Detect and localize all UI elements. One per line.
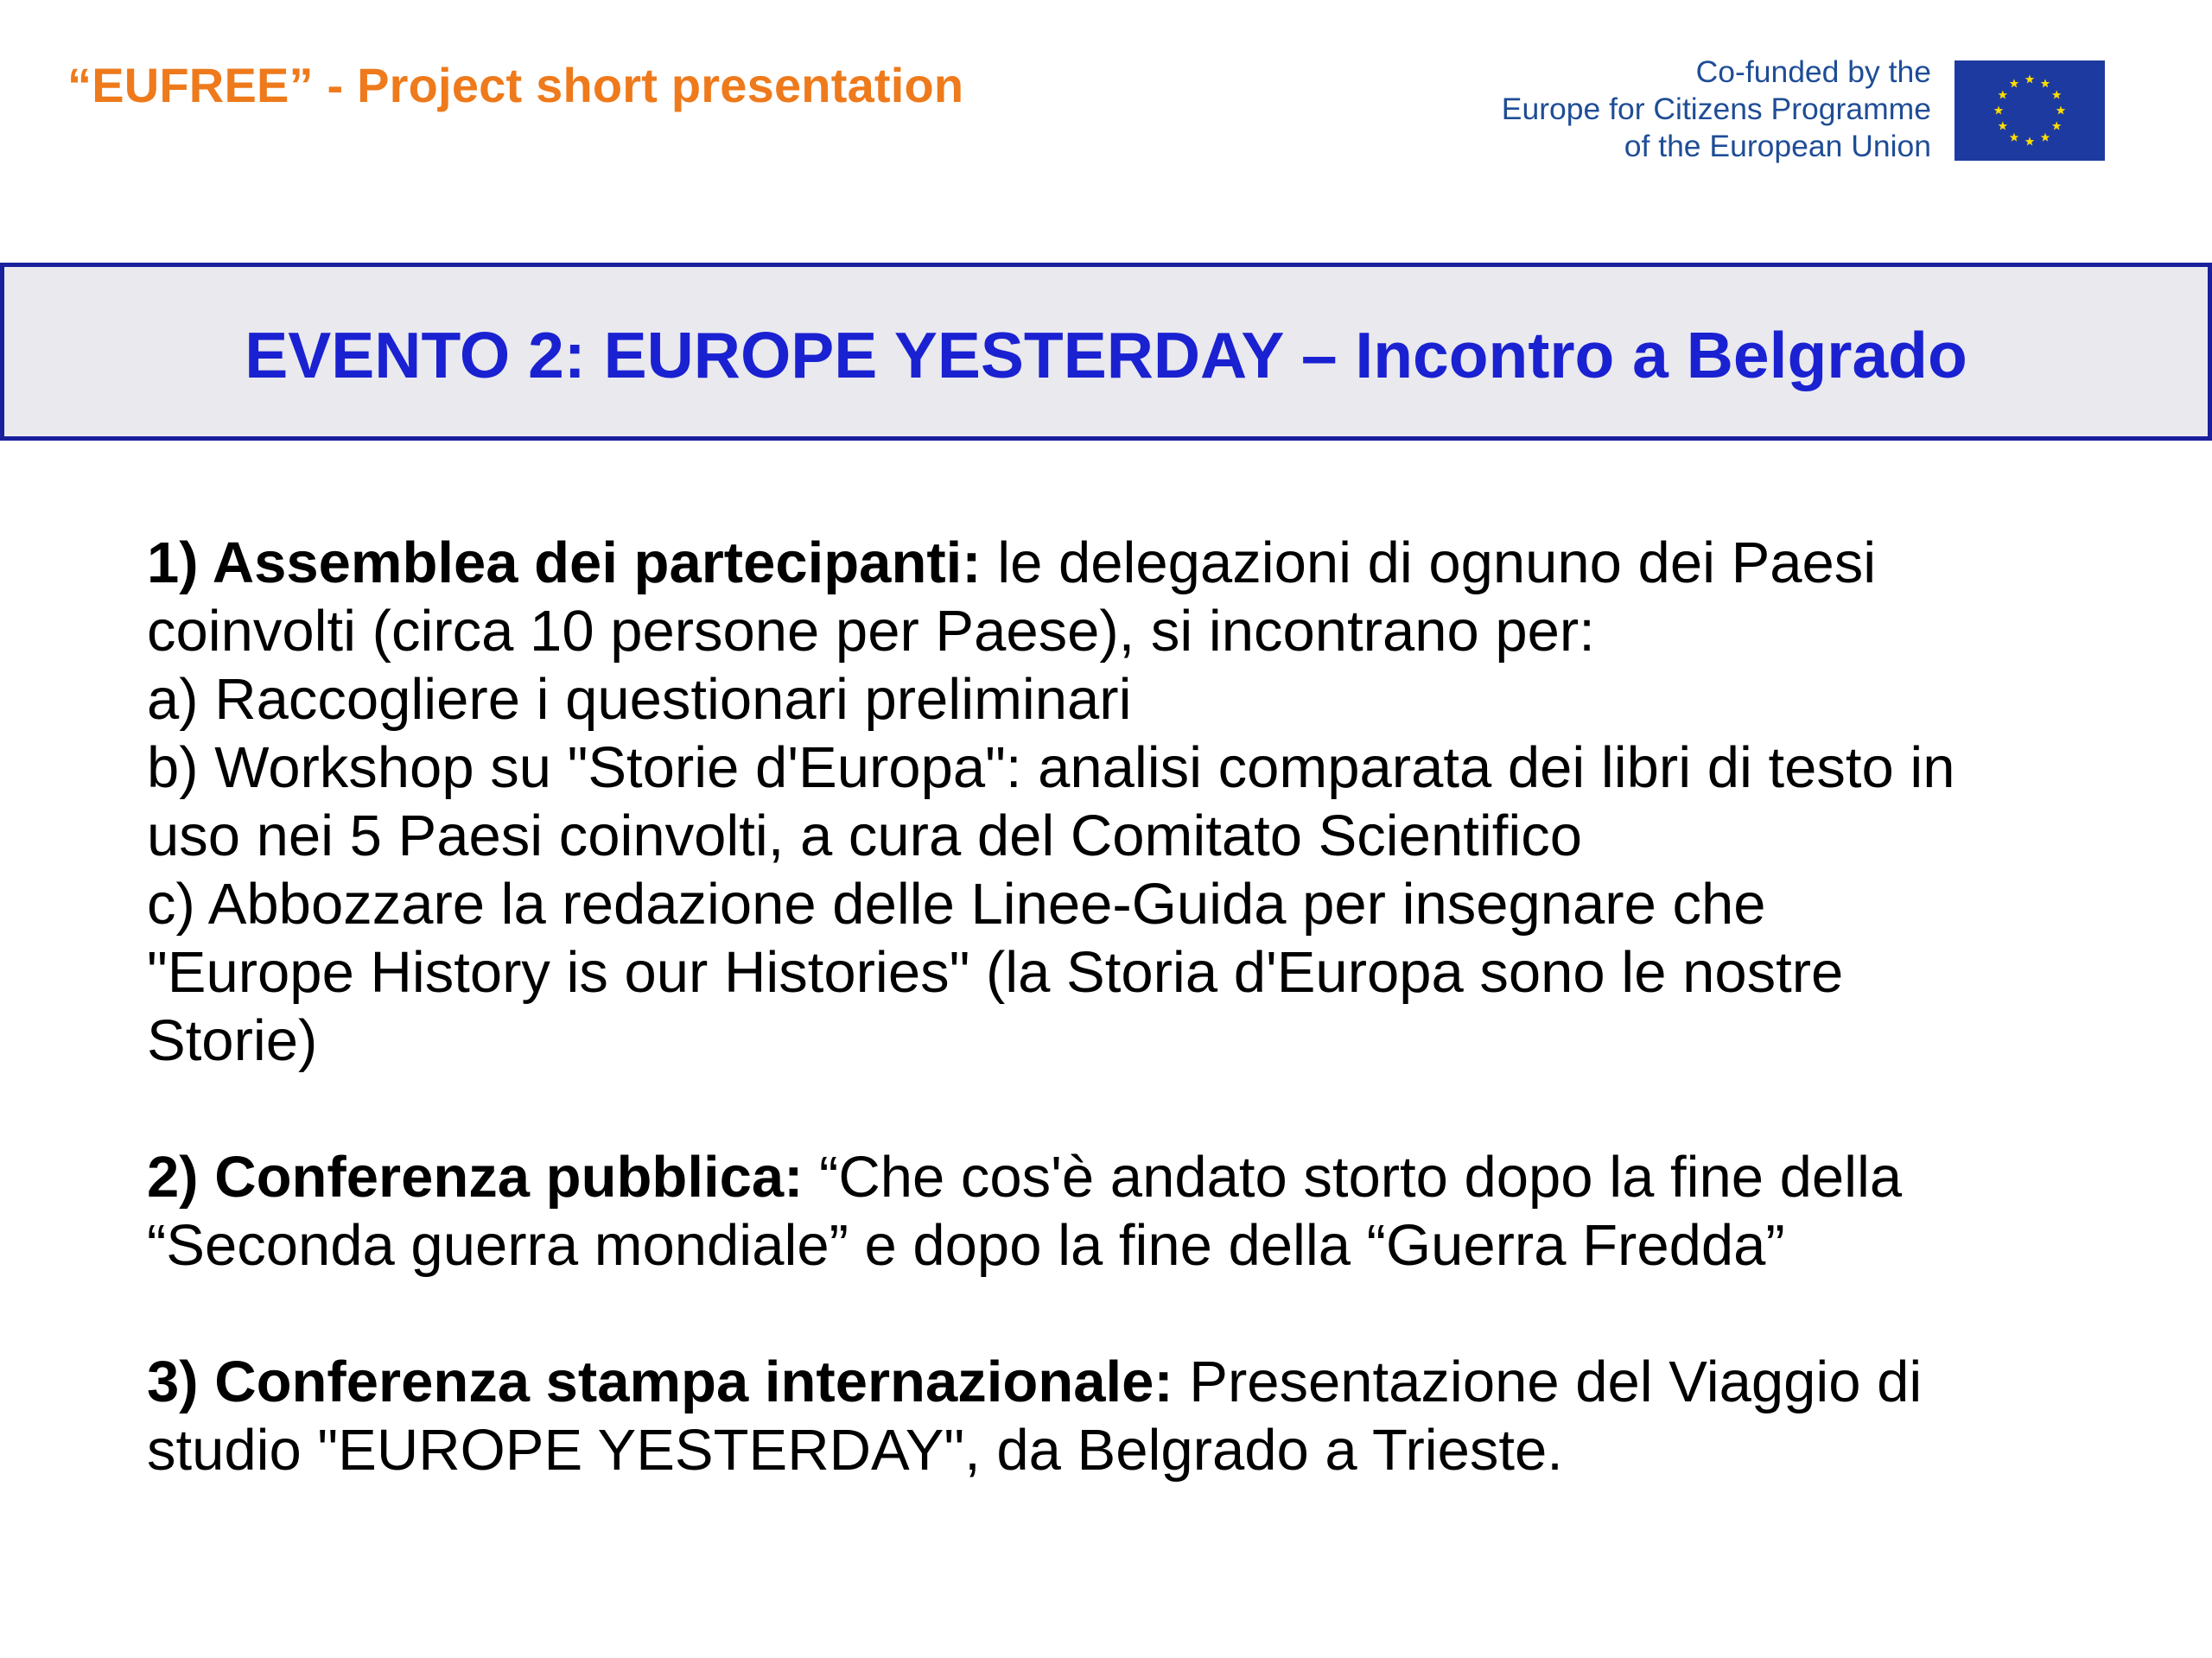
eu-star-icon (2041, 79, 2050, 87)
item-assembly-point-c-2: "Europe History is our Histories" (la Storia d'Europa sono le nostre (147, 940, 1844, 1005)
item-press-conference-text-2: studio "EUROPE YESTERDAY", da Belgrado a Trieste. (147, 1418, 1563, 1483)
eu-star-icon (2056, 105, 2066, 114)
eu-star-icon (2041, 133, 2050, 142)
item-assembly-point-a: a) Raccogliere i questionari preliminari (147, 667, 1132, 732)
cofunded-line-2: Europe for Citizens Programme (1501, 92, 1931, 126)
eu-star-icon (1999, 121, 2008, 130)
eu-star-icon (2025, 137, 2035, 145)
eu-star-icon (2025, 74, 2035, 83)
cofunded-statement (1502, 54, 1931, 165)
event-title-band (0, 263, 2212, 441)
item-assembly-text-2: coinvolti (circa 10 persone per Paese), si incontrano per: (147, 599, 1595, 664)
item-assembly-lead: 1) Assemblea dei partecipanti: (147, 530, 982, 595)
item-assembly-point-c-3: Storie) (147, 1008, 318, 1073)
item-assembly-point-b-2: uso nei 5 Paesi coinvolti, a cura del Comitato Scientifico (147, 804, 1582, 868)
item-assembly-text-1: le delegazioni di ognuno dei Paesi (981, 530, 1877, 595)
item-public-conference-text-1: “Che cos'è andato storto dopo la fine della (803, 1145, 1903, 1210)
item-public-conference-text-2: “Seconda guerra mondiale” e dopo la fine della “Guerra Fredda” (147, 1213, 1785, 1278)
eu-star-icon (2052, 90, 2062, 98)
eu-star-icon (1999, 90, 2008, 98)
presentation-header-title: “EUFREE” - Project short presentation (67, 58, 964, 112)
cofunded-line-1: Co-funded by the (1695, 54, 1931, 89)
event-title: EVENTO 2: EUROPE YESTERDAY – Incontro a Belgrado (245, 319, 1967, 391)
cofunded-line-3: of the European Union (1624, 129, 1931, 163)
eu-star-icon (1994, 105, 2004, 114)
item-assembly-point-b-1: b) Workshop su "Storie d'Europa": analisi comparata dei libri di testo in (147, 735, 1955, 800)
item-assembly-point-c-1: c) Abbozzare la redazione delle Linee-Guida per insegnare che (147, 872, 1766, 937)
eu-flag-icon (1955, 60, 2105, 161)
item-press-conference-lead: 3) Conferenza stampa internazionale: (147, 1350, 1173, 1414)
eu-star-icon (2010, 133, 2019, 142)
eu-star-icon (2010, 79, 2019, 87)
item-assembly (147, 529, 2134, 1075)
item-press-conference (147, 1348, 2134, 1484)
event-description (147, 529, 2134, 1484)
eu-star-icon (2052, 121, 2062, 130)
item-public-conference (147, 1143, 2134, 1280)
item-public-conference-lead: 2) Conferenza pubblica: (147, 1145, 804, 1210)
item-press-conference-text-1: Presentazione del Viaggio di (1173, 1350, 1923, 1414)
